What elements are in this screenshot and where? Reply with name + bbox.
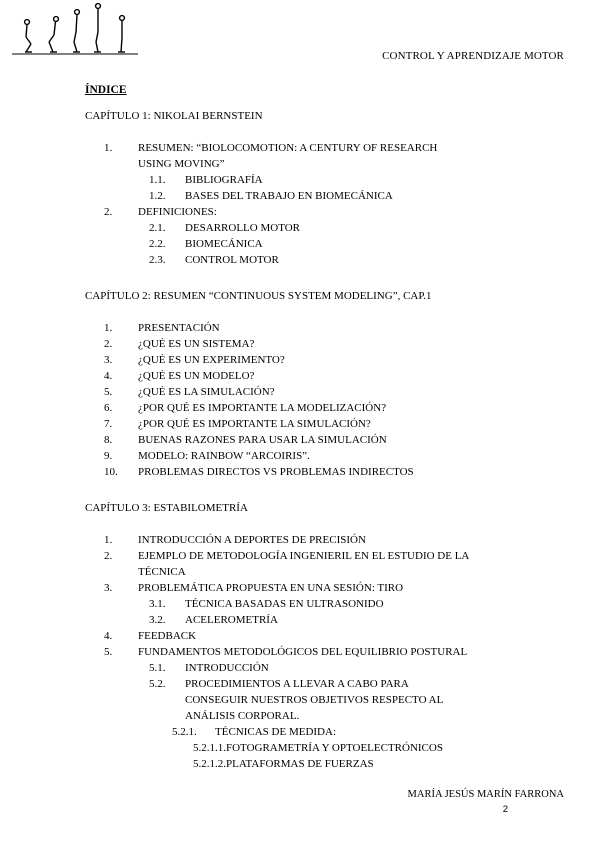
toc-text: MODELO: RAINBOW “ARCOIRIS”. [138,450,310,462]
toc-text: USING MOVING” [138,158,225,170]
index-heading: ÍNDICE [85,84,127,96]
stick-figure-3-icon [73,10,80,52]
toc-text: EJEMPLO DE METODOLOGÍA INGENIERIL EN EL ESTUDIO DE LA [138,550,470,562]
toc-number: 2.3. [149,254,166,266]
toc-entry [85,220,565,236]
toc-entry [85,740,565,756]
toc-text: TÉCNICA [138,566,186,578]
toc-number: 3. [104,582,113,594]
author-name: MARÍA JESÚS MARÍN FARRONA [407,789,564,800]
toc-entry [85,236,565,252]
toc-number: 2. [104,338,113,350]
toc-number: 10. [104,466,118,478]
toc-text: DESARROLLO MOTOR [185,222,301,234]
toc-number: 4. [104,630,113,642]
toc-text: RESUMEN: “BIOLOCOMOTION: A CENTURY OF RESEARCH [138,142,438,154]
toc-text: CONTROL MOTOR [185,254,279,266]
stick-figure-2-icon [49,17,58,52]
toc-number: 9. [104,450,113,462]
toc-number: 5.2.1. [172,726,197,738]
stick-figure-1-icon [25,20,32,52]
chapter-2 [85,288,565,480]
toc-text: PROBLEMÁTICA PROPUESTA EN UNA SESIÓN: TIRO [138,582,404,594]
toc-entry [85,644,565,660]
toc-entry [85,676,565,692]
toc-text: ¿QUÉ ES LA SIMULACIÓN? [138,386,275,398]
stick-figure-logo [12,2,138,58]
toc-entry [85,416,565,432]
toc-text: BUENAS RAZONES PARA USAR LA SIMULACIÓN [138,434,387,446]
toc-text: TÉCNICAS DE MEDIDA: [215,726,336,738]
toc-text: FEEDBACK [138,630,197,642]
toc-number: 3. [104,354,113,366]
toc-number: 2.1. [149,222,166,234]
toc-number: 1. [104,142,113,154]
toc-text: ¿QUÉ ES UN SISTEMA? [138,338,255,350]
toc-entry [85,612,565,628]
toc-entry [85,336,565,352]
chapter-title: CAPÍTULO 2: RESUMEN “CONTINUOUS SYSTEM MODELING”, CAP.1 [85,290,432,302]
toc-text: ¿QUÉ ES UN MODELO? [138,370,255,382]
toc-text: DEFINICIONES: [138,206,217,218]
toc-entry-continuation [85,708,565,724]
toc-number: 2.2. [149,238,166,250]
toc-entry [85,580,565,596]
toc-number: 5.2. [149,678,166,690]
toc-entry [85,172,565,188]
toc-entry [85,628,565,644]
toc-text: 5.2.1.1.FOTOGRAMETRÍA Y OPTOELECTRÓNICOS [193,742,443,754]
toc-text: BIBLIOGRAFÍA [185,174,263,186]
toc-number: 3.2. [149,614,166,626]
toc-text: CONSEGUIR NUESTROS OBJETIVOS RESPECTO AL [185,694,444,706]
toc-text: ACELEROMETRÍA [185,614,278,626]
toc-number: 1. [104,534,113,546]
toc-entry-continuation [85,156,565,172]
toc-text: INTRODUCCIÓN [185,662,269,674]
toc-entry-continuation [85,564,565,580]
toc-text: PROCEDIMIENTOS A LLEVAR A CABO PARA [185,678,409,690]
chapter-title: CAPÍTULO 1: NIKOLAI BERNSTEIN [85,110,263,122]
toc-text: TÉCNICA BASADAS EN ULTRASONIDO [185,598,384,610]
toc-number: 2. [104,550,113,562]
toc-entry [85,400,565,416]
toc-text: PROBLEMAS DIRECTOS VS PROBLEMAS INDIRECTOS [138,466,414,478]
toc-text: BIOMECÁNICA [185,238,263,250]
toc-entry [85,660,565,676]
stick-figure-5-icon [118,16,125,52]
toc-number: 1.2. [149,190,166,202]
toc-number: 1. [104,322,113,334]
toc-number: 5. [104,646,113,658]
toc-number: 7. [104,418,113,430]
toc-number: 2. [104,206,113,218]
toc-entry-continuation [85,692,565,708]
toc-entry [85,448,565,464]
toc-entry [85,596,565,612]
toc-text: ¿POR QUÉ ES IMPORTANTE LA MODELIZACIÓN? [138,402,387,414]
toc-entry [85,140,565,156]
toc-entry [85,756,565,772]
toc-entry [85,464,565,480]
toc-text: BASES DEL TRABAJO EN BIOMECÁNICA [185,190,393,202]
toc-text: PRESENTACIÓN [138,322,220,334]
toc-text: FUNDAMENTOS METODOLÓGICOS DEL EQUILIBRIO POSTURAL [138,646,468,658]
toc-number: 3.1. [149,598,166,610]
toc-text: ¿POR QUÉ ES IMPORTANTE LA SIMULACIÓN? [138,418,371,430]
chapter-title: CAPÍTULO 3: ESTABILOMETRÍA [85,502,248,514]
toc-entry [85,188,565,204]
toc-number: 5. [104,386,113,398]
toc-entry [85,384,565,400]
toc-entry [85,532,565,548]
toc-entry [85,548,565,564]
toc-text: 5.2.1.2.PLATAFORMAS DE FUERZAS [193,758,374,770]
toc-number: 4. [104,370,113,382]
toc-number: 1.1. [149,174,166,186]
page-number: 2 [502,804,508,815]
toc-number: 8. [104,434,113,446]
toc-entry [85,320,565,336]
chapter-1 [85,108,565,268]
toc-entry [85,352,565,368]
toc-number: 5.1. [149,662,166,674]
running-title: CONTROL Y APRENDIZAJE MOTOR [382,50,564,62]
toc-entry [85,724,565,740]
stick-figure-4-icon [94,4,101,52]
toc-number: 6. [104,402,113,414]
toc-entry [85,432,565,448]
toc-text: ¿QUÉ ES UN EXPERIMENTO? [138,354,285,366]
toc-entry [85,368,565,384]
toc-entry [85,252,565,268]
toc-text: ANÁLISIS CORPORAL. [185,710,300,722]
toc-entry [85,204,565,220]
toc-text: INTRODUCCIÓN A DEPORTES DE PRECISIÓN [138,534,366,546]
chapter-3 [85,500,565,772]
